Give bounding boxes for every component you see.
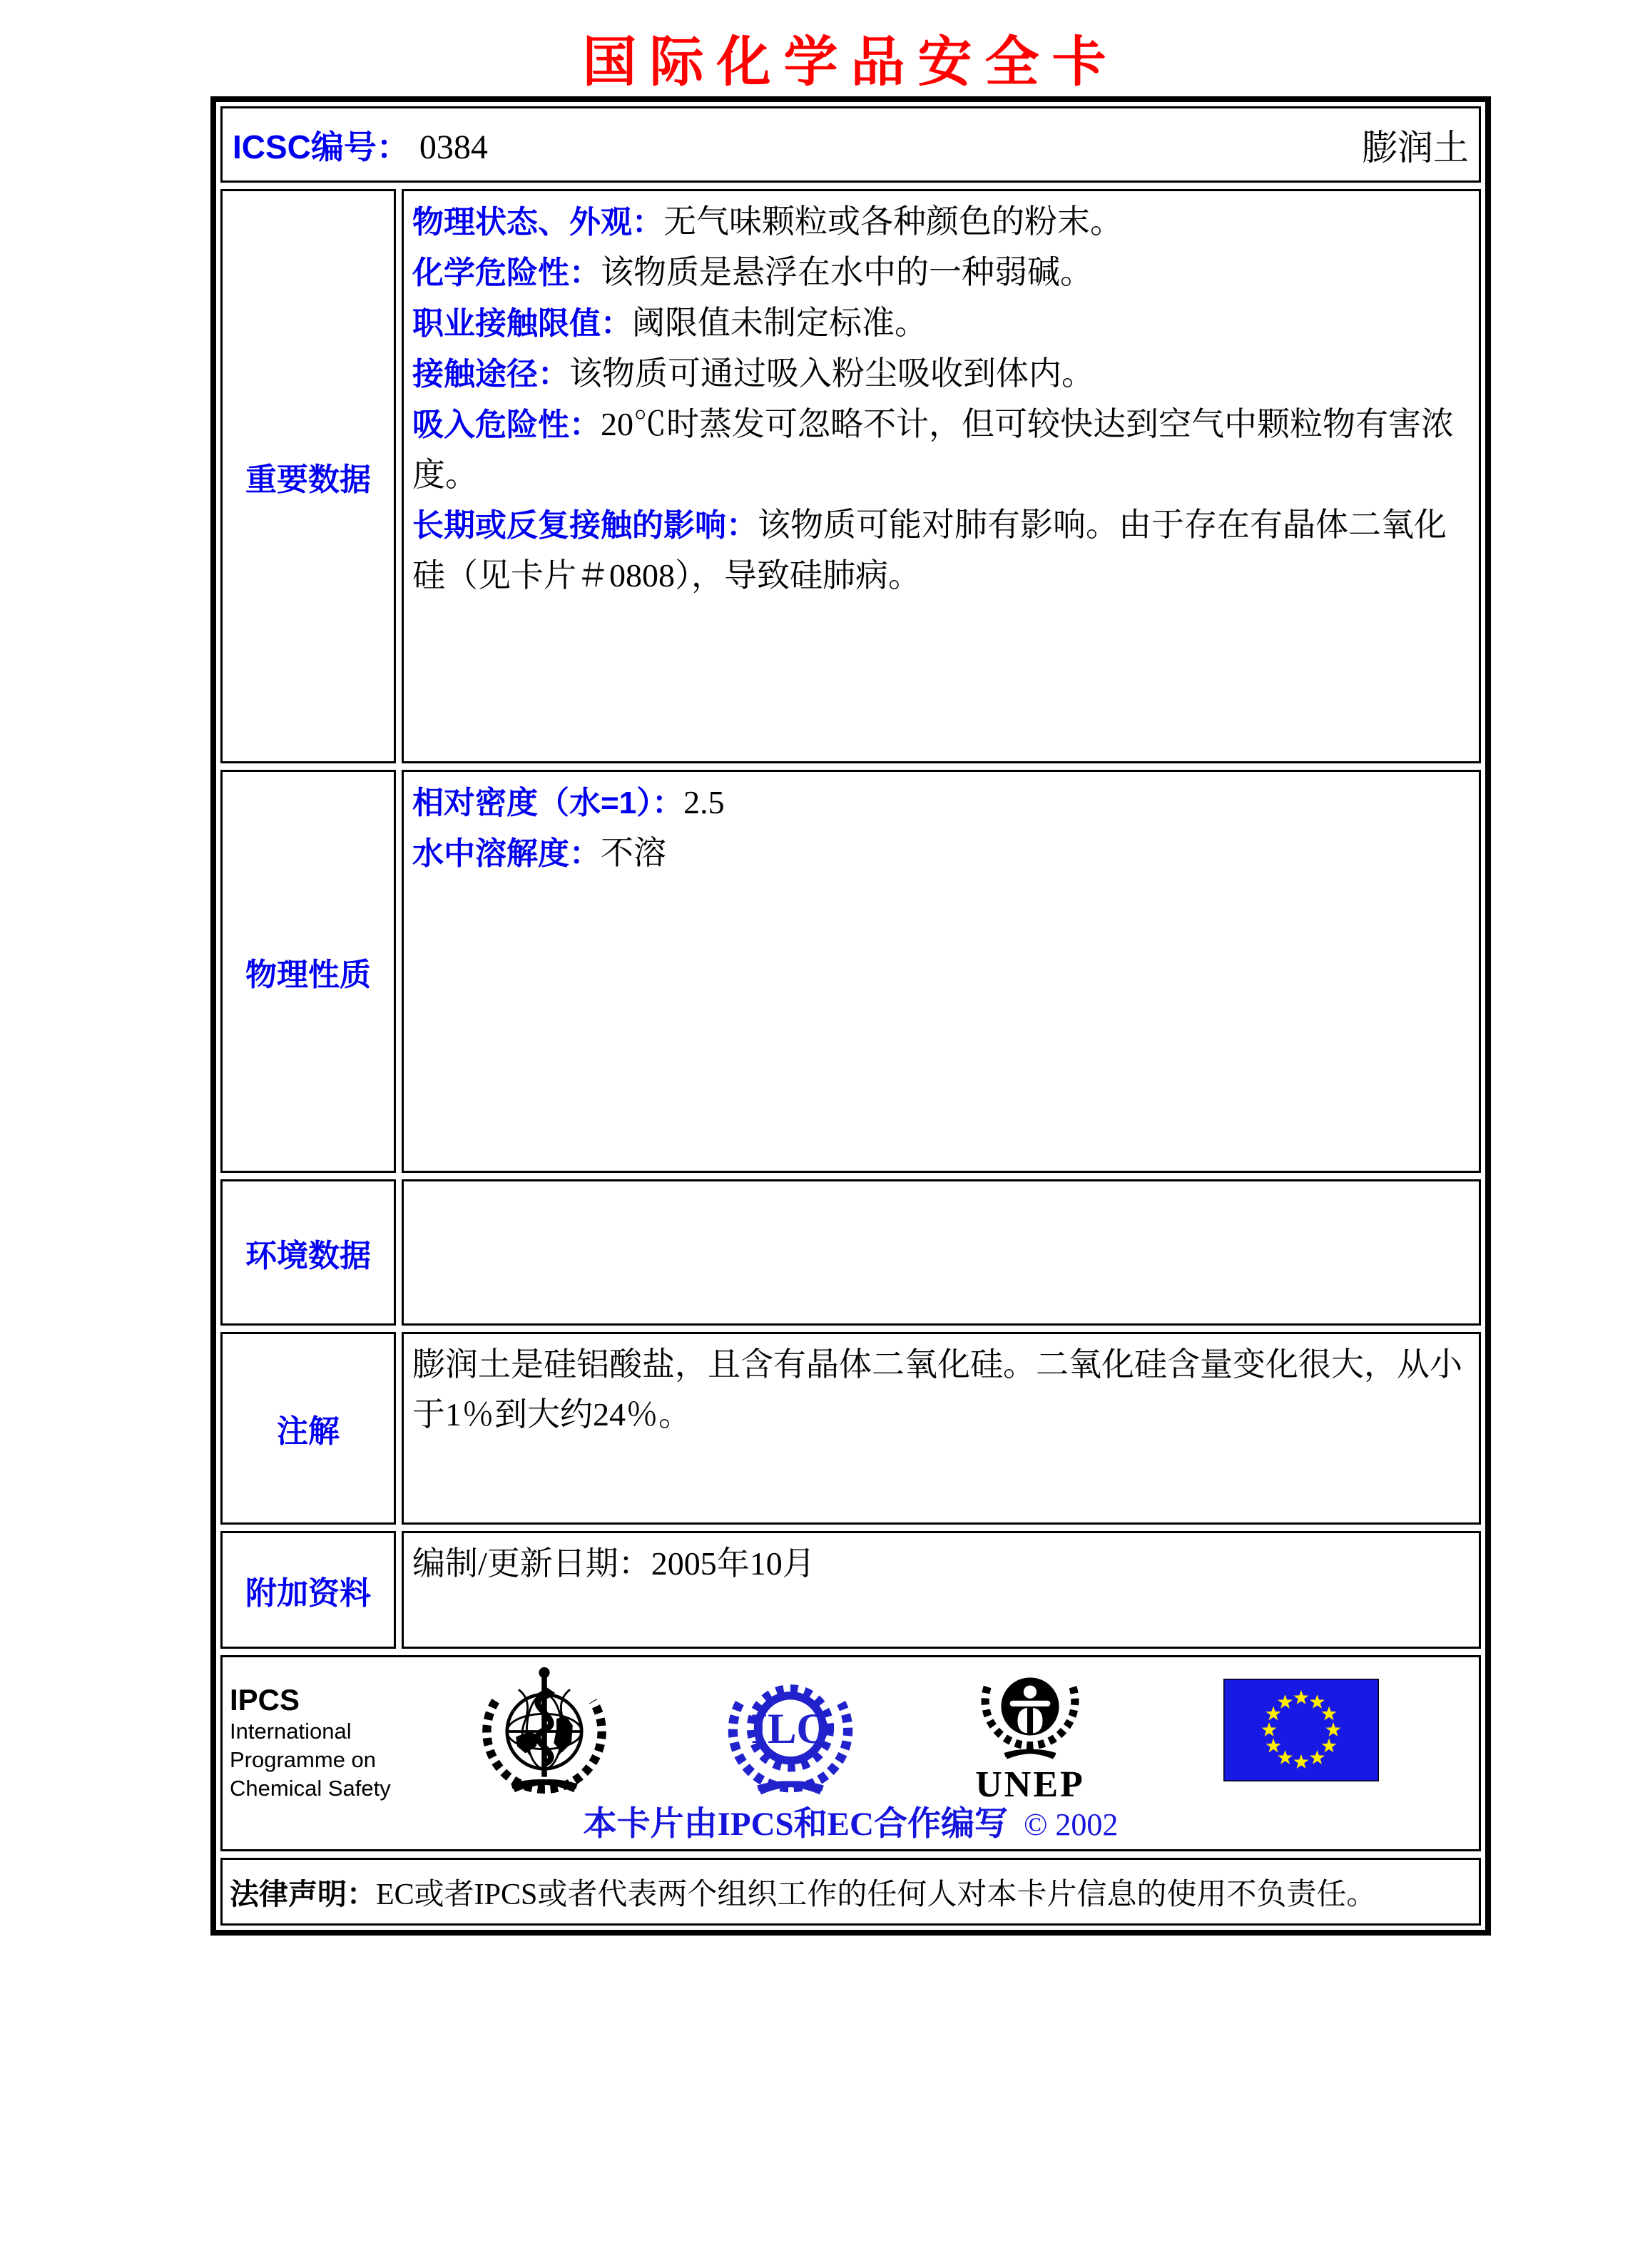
text-line: 职业接触限值：阈限值未制定标准。 <box>412 305 927 341</box>
icsc-number-label: ICSC编号： <box>233 128 409 166</box>
icsc-card-table <box>210 96 1491 1936</box>
legal-notice-text: EC或者IPCS或者代表两个组织工作的任何人对本卡片信息的使用不负责任。 <box>376 1878 1377 1911</box>
section-environmental-data <box>220 1179 1481 1326</box>
organizations-row <box>220 1655 1481 1851</box>
text-line: Programme on <box>230 1747 377 1772</box>
unep-label: UNEP <box>975 1764 1085 1805</box>
text-line: 吸入危险性：20℃时蒸发可忽略不计，但可较快达到空气中颗粒物有害浓度。 <box>412 406 1454 493</box>
page-title: 国际化学品安全卡 <box>582 32 1119 93</box>
section-label: 环境数据 <box>220 1179 396 1326</box>
text-line: 长期或反复接触的影响：该物质可能对肺有影响。由于存在有晶体二氧化硅（见卡片＃0808），导致硅肺病。 <box>412 507 1447 594</box>
icsc-number-group <box>233 121 488 168</box>
text-line: 水中溶解度：不溶 <box>412 835 666 871</box>
text-line: 膨润土是硅铝酸盐，且含有晶体二氧化硅。二氧化硅含量变化很大，从小于1％到大约24％。 <box>412 1346 1462 1433</box>
section-content <box>402 1531 1481 1649</box>
section-label: 附加资料 <box>220 1531 396 1649</box>
text-line: International <box>230 1719 352 1744</box>
caption-text: 本卡片由IPCS和EC合作编写 <box>583 1806 1008 1843</box>
section-label: 重要数据 <box>220 189 396 763</box>
text-line: 物理状态、外观：无气味颗粒或各种颜色的粉末。 <box>412 203 1123 240</box>
copyright-text: © 2002 <box>1023 1807 1119 1842</box>
icsc-number-value: 0384 <box>419 128 488 166</box>
svg-text:ILO: ILO <box>750 1705 830 1754</box>
section-important-data <box>220 189 1481 763</box>
cooperation-caption <box>223 1797 1479 1845</box>
unep-logo-block <box>966 1662 1094 1804</box>
section-physical-properties <box>220 770 1481 1173</box>
chemical-name: 膨润土 <box>1362 127 1469 168</box>
text-line: 接触途径：该物质可通过吸入粉尘吸收到体内。 <box>412 355 1094 392</box>
ipcs-acronym: IPCS <box>230 1683 300 1717</box>
legal-notice-label: 法律声明： <box>230 1878 376 1911</box>
section-label: 注解 <box>220 1332 396 1525</box>
section-content <box>402 1179 1481 1326</box>
header-row <box>220 106 1481 183</box>
section-label: 物理性质 <box>220 770 396 1173</box>
ilo-logo-icon <box>723 1666 858 1798</box>
text-line: 编制/更新日期：2005年10月 <box>412 1545 815 1582</box>
ipcs-full-name <box>230 1717 391 1803</box>
who-logo-icon <box>477 1666 612 1798</box>
legal-notice-row <box>220 1858 1481 1926</box>
ipcs-text-block <box>230 1683 391 1803</box>
unep-logo-icon <box>973 1662 1087 1763</box>
text-line: 相对密度（水=1）：2.5 <box>412 784 725 820</box>
section-content <box>402 1332 1481 1525</box>
eu-flag-icon <box>1223 1679 1379 1781</box>
text-line: 化学危险性：该物质是悬浮在水中的一种弱碱。 <box>412 254 1093 290</box>
section-notes <box>220 1332 1481 1525</box>
text-line: Chemical Safety <box>230 1776 391 1801</box>
section-content <box>402 189 1481 763</box>
section-content <box>402 770 1481 1173</box>
section-additional-info <box>220 1531 1481 1649</box>
